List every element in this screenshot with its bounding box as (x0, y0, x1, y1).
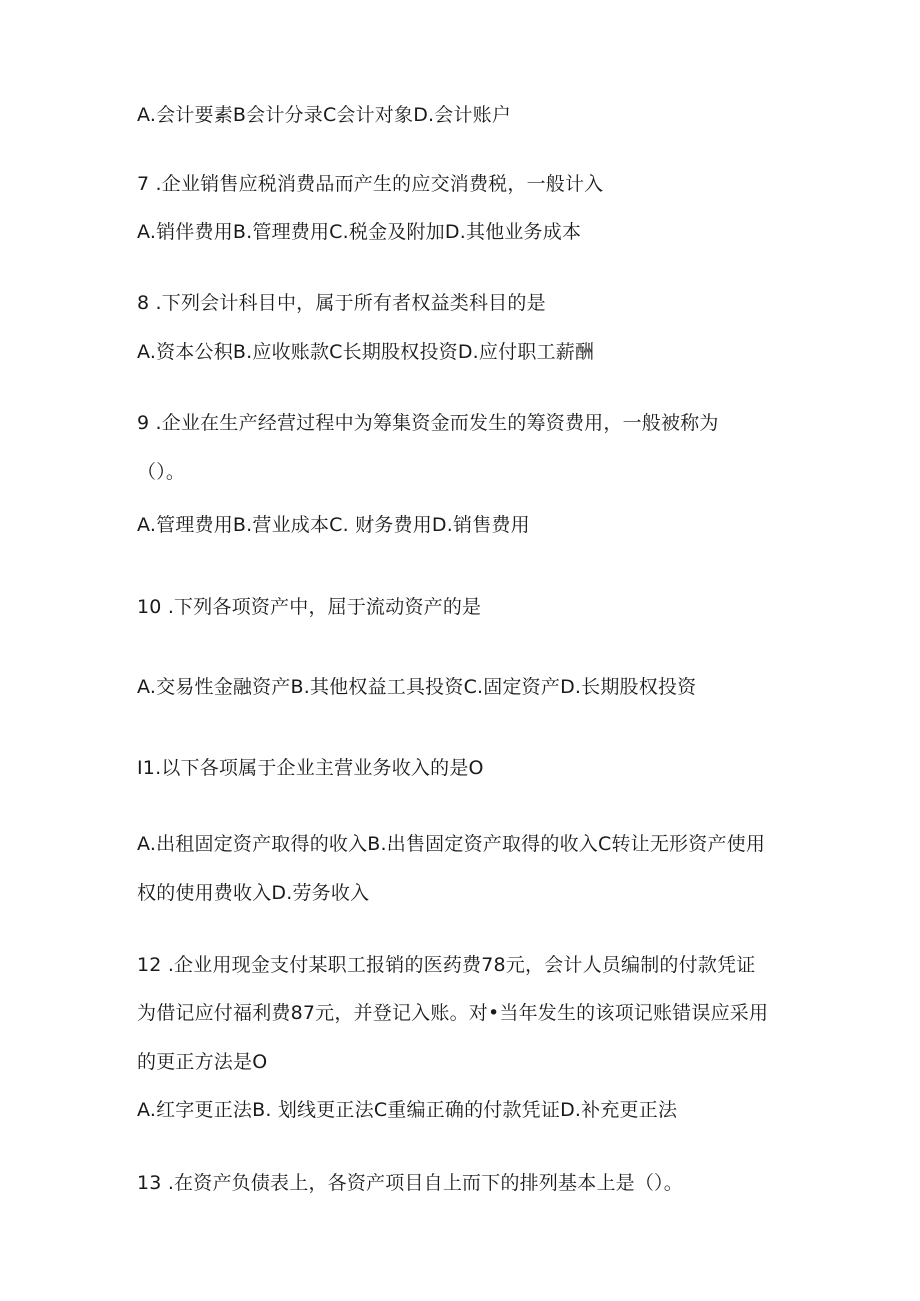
q8-question: 8 .下列会计科目中，属于所有者权益类科目的是 (137, 292, 546, 314)
q6-options: A.会计要素B会计分录C会计对象D.会计账户 (137, 104, 512, 126)
q13-question: 13 .在资产负债表上，各资产项目自上而下的排列基本上是（）。 (137, 1172, 683, 1194)
q12-question-line1: 12 .企业用现金支付某职工报销的医药费78元，会计人员编制的付款凭证 (137, 954, 756, 976)
q11-options-line2: 权的使用费收入D.劳务收入 (137, 882, 370, 904)
q8-options: A.资本公积B.应收账款C长期股权投资D.应付职工薪酬 (137, 341, 595, 363)
q11-options-line1: A.出租固定资产取得的收入B.出售固定资产取得的收入C转让无形资产使用 (137, 833, 766, 855)
q7-options: A.销伴费用B.管理费用C.税金及附加D.其他业务成本 (137, 221, 582, 243)
q9-question-line1: 9 .企业在生产经营过程中为筹集资金而发生的筹资费用，一般被称为 (137, 412, 719, 434)
q12-options: A.红字更正法B. 划线更正法C重编正确的付款凭证D.补充更正法 (137, 1099, 678, 1121)
q10-question: 10 .下列各项资产中，屈于流动资产的是 (137, 596, 482, 618)
q12-question-line2: 为借记应付福利费87元，并登记入账。对•当年发生的该项记账错误应采用 (137, 1002, 769, 1024)
q9-options: A.管理费用B.营业成本C. 财务费用D.销售费用 (137, 514, 530, 536)
q12-question-line3: 的更正方法是O (137, 1051, 268, 1073)
q9-question-line2: （）。 (137, 461, 186, 483)
q11-question: I1.以下各项属于企业主营业务收入的是O (137, 757, 484, 779)
q7-question: 7 .企业销售应税消费品而产生的应交消费税，一般计入 (137, 173, 604, 195)
q10-options: A.交易性金融资产B.其他权益工具投资C.固定资产D.长期股权投资 (137, 676, 697, 698)
